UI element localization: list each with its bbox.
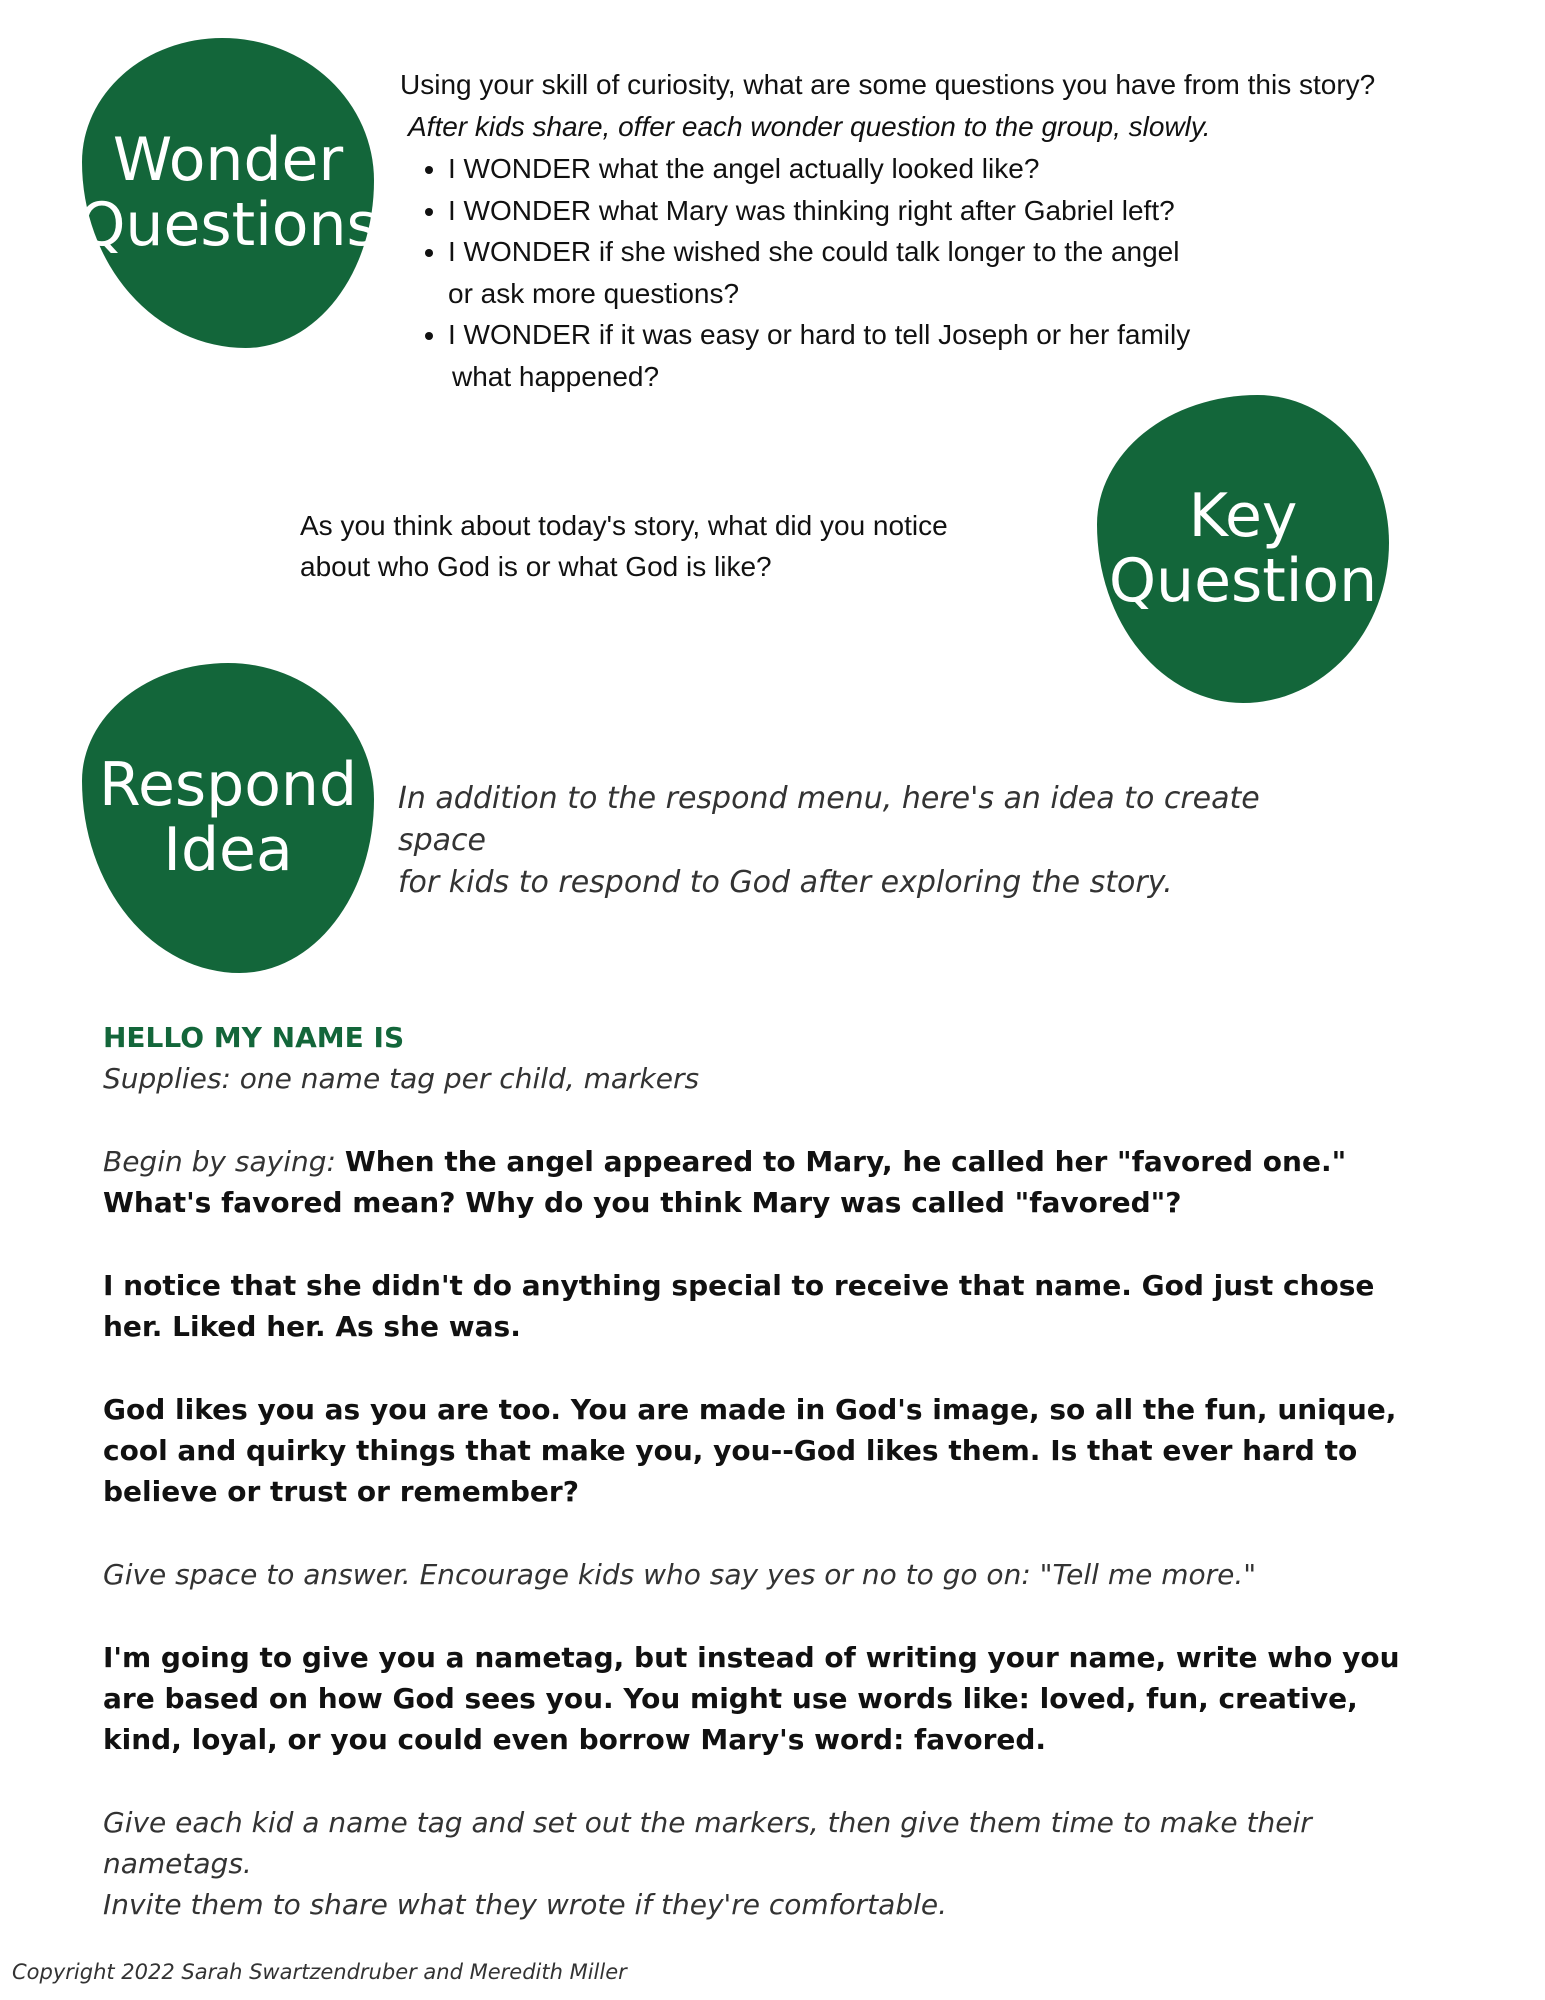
- activity-supplies: Supplies: one name tag per child, markers: [103, 1062, 700, 1095]
- activity-paragraph: God likes you as you are too. You are made in God's image, so all the fun, unique, cool and quirky things that make you, you--God likes them. Is that ever hard to believe or trust or remember?: [103, 1393, 1397, 1508]
- wonder-prompt: Using your skill of curiosity, what are some questions you have from this story?: [400, 69, 1376, 100]
- respond-idea-badge: [82, 663, 374, 973]
- wonder-instruction: After kids share, offer each wonder question to the group, slowly.: [408, 111, 1211, 142]
- activity-instruction: Give space to answer. Encourage kids who say yes or no to go on: "Tell me more.": [103, 1558, 1257, 1591]
- activity-begin: Begin by saying: When the angel appeared to Mary, he called her "favored one." What's favored mean? Why do you think Mary was called "favored"?: [103, 1145, 1347, 1219]
- list-item: • I WONDER what the angel actually looked like?: [448, 148, 1520, 190]
- badge-label: Question: [1108, 546, 1378, 616]
- key-question-text: As you think about today's story, what did you notice about who God is or what God is like?: [300, 510, 948, 582]
- wonder-question-list: [400, 148, 1520, 397]
- list-item: • I WONDER if it was easy or hard to tell Joseph or her family what happened?: [448, 314, 1520, 397]
- badge-label: Key: [1188, 481, 1298, 552]
- list-item: • I WONDER what Mary was thinking right after Gabriel left?: [448, 190, 1520, 232]
- copyright-notice: Copyright 2022 Sarah Swartzendruber and Meredith Miller: [12, 1960, 627, 1984]
- activity-section: [103, 1017, 1433, 1967]
- badge-label: Questions: [78, 190, 378, 260]
- key-question-badge: [1097, 395, 1389, 703]
- badge-label: Idea: [163, 815, 293, 885]
- activity-instruction: Give each kid a name tag and set out the markers, then give them time to make their nametags. Invite them to share what they wrote if they're comfortable.: [103, 1806, 1312, 1921]
- list-item: • I WONDER if she wished she could talk longer to the angel or ask more questions?: [448, 231, 1520, 314]
- activity-title: HELLO MY NAME IS: [103, 1021, 405, 1054]
- badge-label: Respond: [98, 750, 358, 821]
- badge-label: Wonder: [112, 125, 344, 196]
- wonder-questions-badge: [78, 38, 378, 348]
- activity-paragraph: I notice that she didn't do anything special to receive that name. God just chose her. Liked her. As she was.: [103, 1269, 1375, 1343]
- wonder-questions-section: [400, 64, 1520, 397]
- respond-idea-text: In addition to the respond menu, here's an idea to create space for kids to respond to God after exploring the story.: [398, 781, 1260, 900]
- activity-paragraph: I'm going to give you a nametag, but instead of writing your name, write who you are based on how God sees you. You might use words like: loved, fun, creative, kind, loyal, or you could even borrow Mary's word: favored.: [103, 1641, 1400, 1756]
